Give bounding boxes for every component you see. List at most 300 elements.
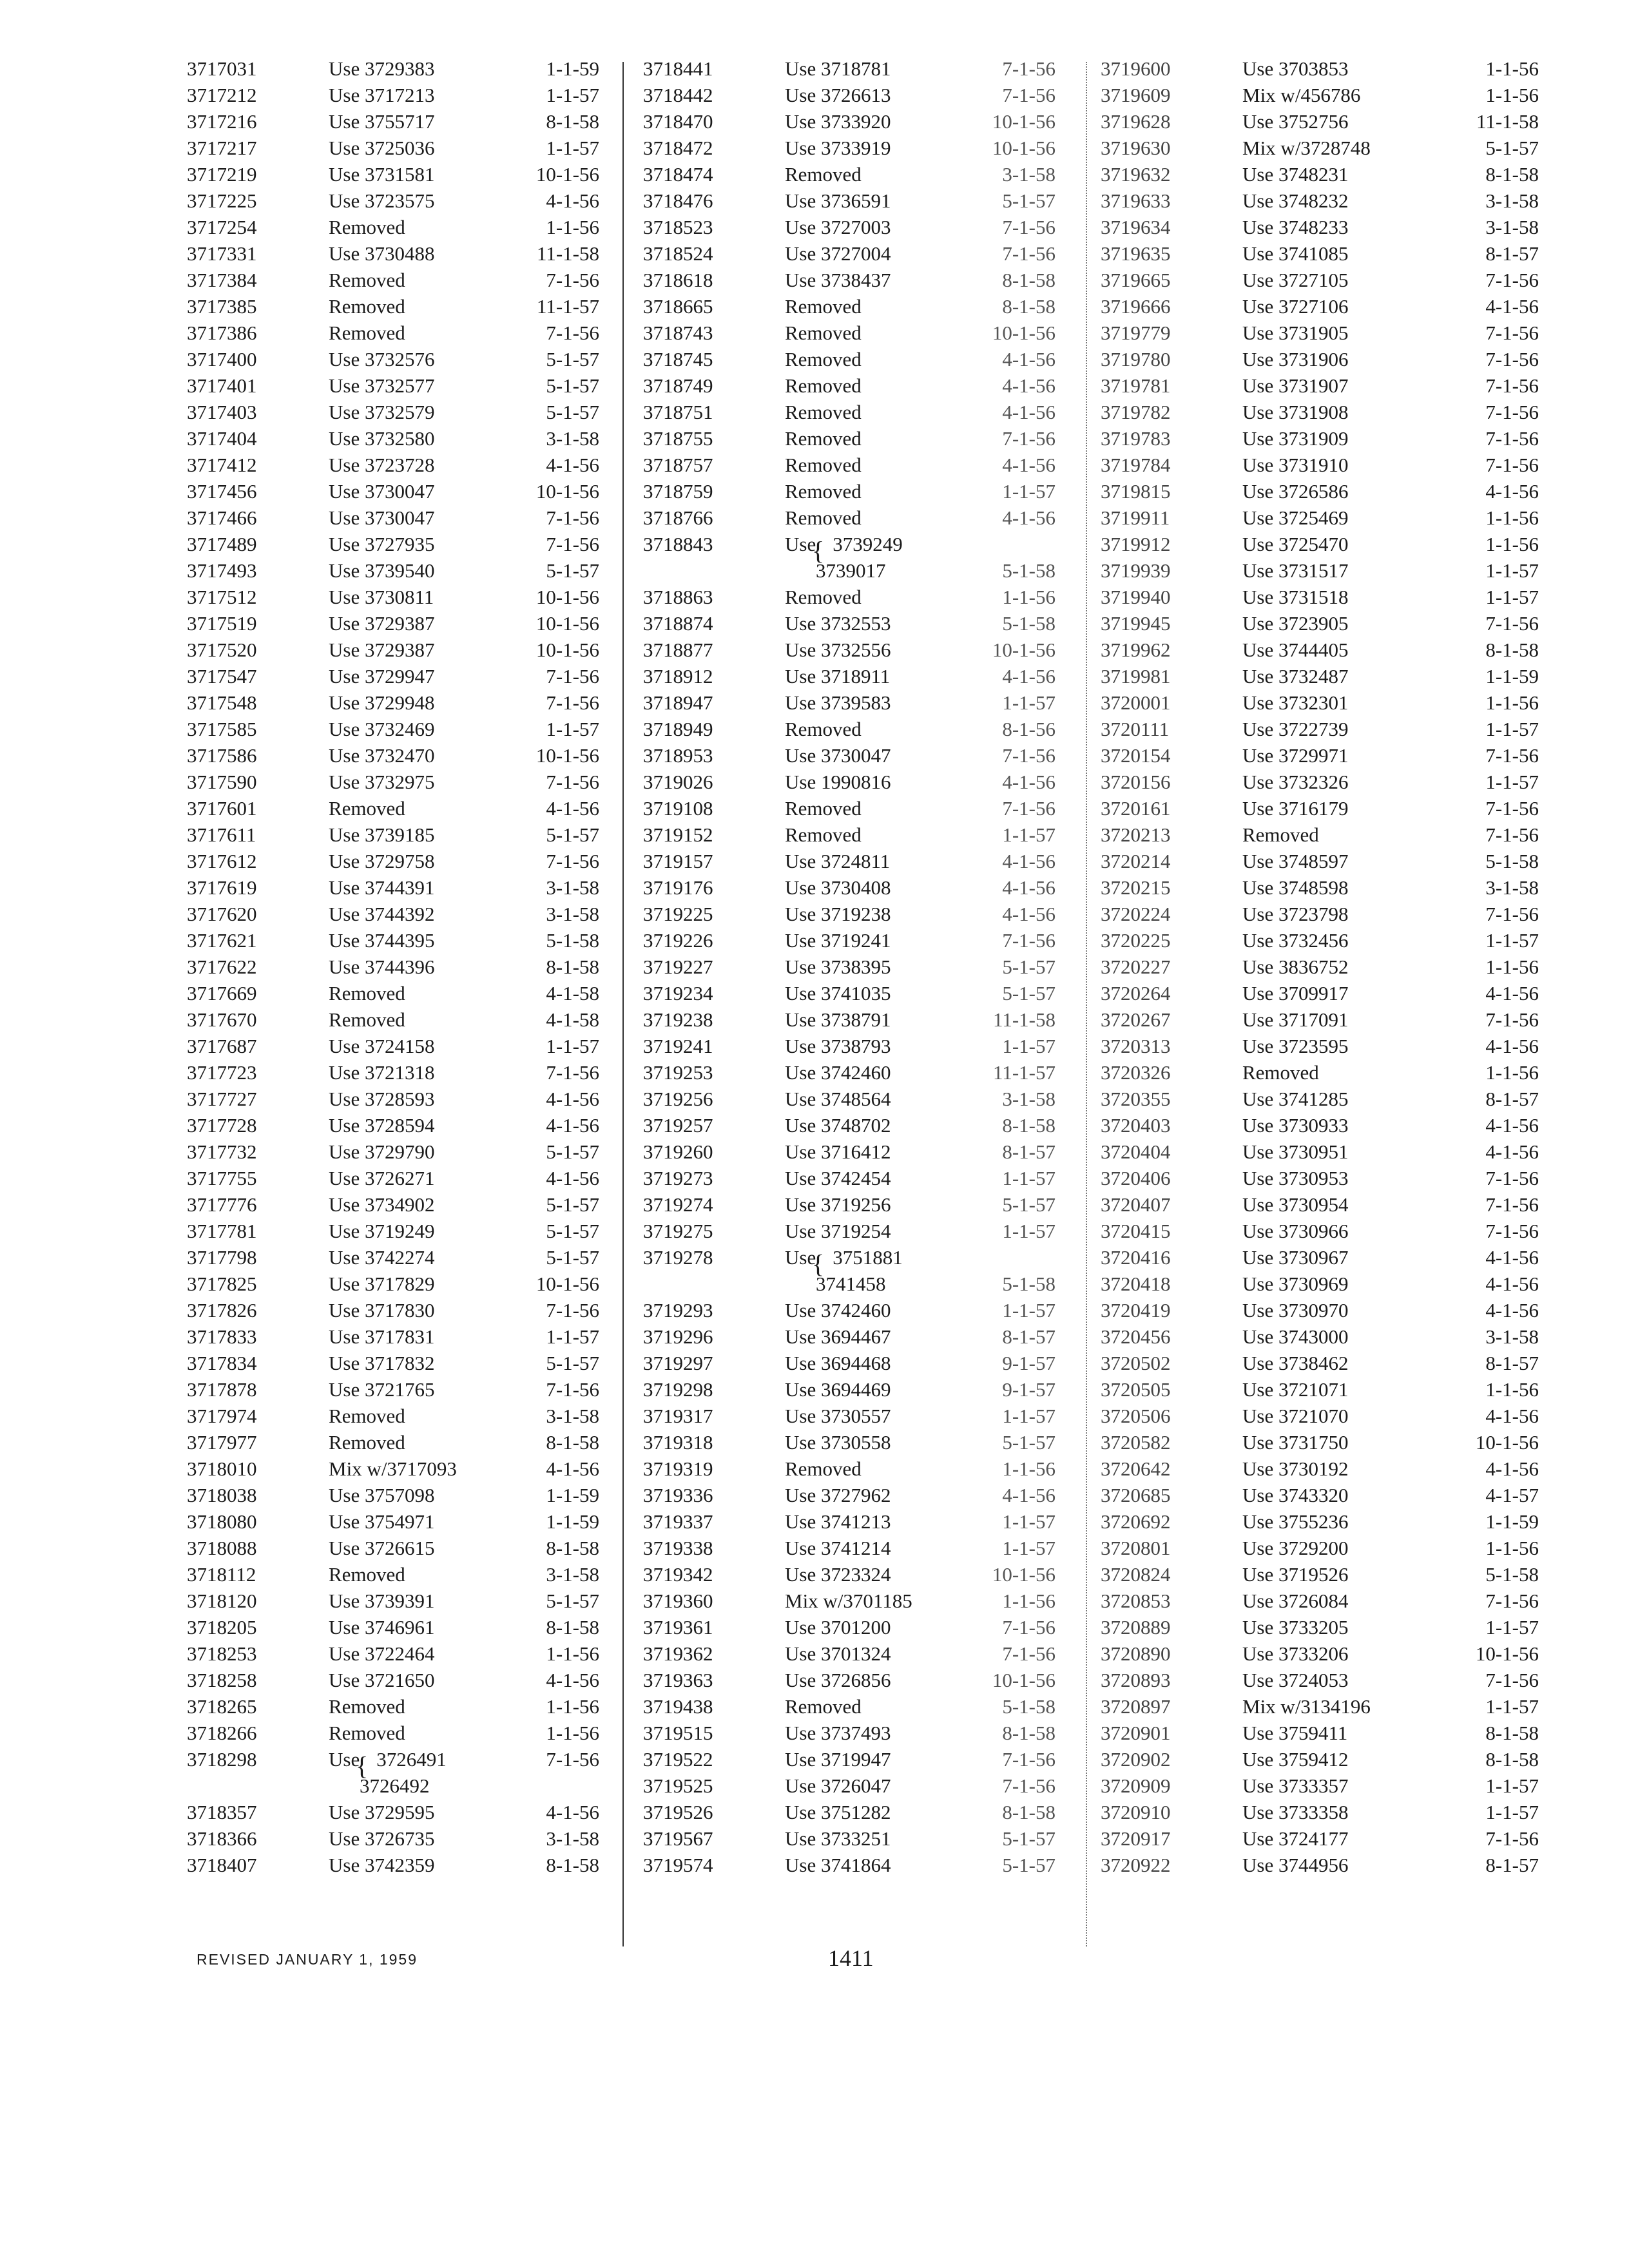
table-row <box>643 663 1055 689</box>
table-row <box>1101 663 1539 689</box>
effective-date: 1-1-57 <box>1002 691 1055 714</box>
effective-date: 7-1-56 <box>1002 1774 1055 1797</box>
effective-date: 5-1-57 <box>1002 982 1055 1004</box>
effective-date: 3-1-58 <box>1485 216 1539 238</box>
part-number: 3719260 <box>643 1140 713 1163</box>
replacement-action: Removed <box>785 322 862 344</box>
part-number: 3720267 <box>1101 1008 1171 1031</box>
replacement-action: Use 3741085 <box>1242 242 1349 265</box>
replacement-action: Use 3724177 <box>1242 1827 1349 1850</box>
effective-date: 1-1-56 <box>1002 586 1055 608</box>
part-number: 3719632 <box>1101 163 1171 186</box>
effective-date: 7-1-56 <box>1002 797 1055 820</box>
effective-date: 1-1-56 <box>1485 1537 1539 1559</box>
table-row <box>187 1297 599 1323</box>
replacement-action: Use 3741285 <box>1242 1088 1349 1110</box>
replacement-action: Use 3730969 <box>1242 1273 1349 1295</box>
effective-date: 1-1-57 <box>546 718 599 740</box>
effective-date: 4-1-56 <box>546 454 599 476</box>
replacement-action: Use 3748597 <box>1242 850 1349 872</box>
replacement-action: Use 3719526 <box>1242 1563 1349 1586</box>
effective-date: 7-1-56 <box>1485 1669 1539 1691</box>
table-row <box>643 320 1055 346</box>
effective-date: 1-1-59 <box>1485 665 1539 687</box>
effective-date: 1-1-56 <box>1485 691 1539 714</box>
effective-date: 7-1-56 <box>546 665 599 687</box>
table-row <box>1101 1323 1539 1350</box>
replacement-action: Use 3719249 <box>329 1220 435 1242</box>
replacement-action: Use 3739391 <box>329 1590 435 1612</box>
effective-date: 1-1-57 <box>1002 1035 1055 1057</box>
replacement-action: 3741458 <box>816 1273 886 1295</box>
table-row <box>1101 425 1539 452</box>
replacement-action: Removed <box>785 797 862 820</box>
effective-date: 11-1-58 <box>993 1008 1055 1031</box>
replacement-action: Use 3729971 <box>1242 744 1349 767</box>
table-row <box>1101 1086 1539 1112</box>
replacement-action: Use 3730558 <box>785 1431 891 1454</box>
replacement-action: Use 3719947 <box>785 1748 891 1771</box>
effective-date: 4-1-56 <box>1485 1405 1539 1427</box>
table-row <box>1101 1667 1539 1693</box>
effective-date: 1-1-57 <box>1002 1299 1055 1321</box>
replacement-action: Use 3732576 <box>329 348 435 370</box>
replacement-action: Removed <box>329 1431 405 1454</box>
effective-date: 1-1-59 <box>546 57 599 80</box>
replacement-action: Removed <box>785 374 862 397</box>
table-row <box>1101 927 1539 954</box>
effective-date: 7-1-56 <box>546 691 599 714</box>
replacement-action: Use 3703853 <box>1242 57 1349 80</box>
part-number: 3720853 <box>1101 1590 1171 1612</box>
part-number: 3719256 <box>643 1088 713 1110</box>
part-number: 3717400 <box>187 348 257 370</box>
part-number: 3719633 <box>1101 189 1171 212</box>
replacement-action: Use 3744392 <box>329 903 435 925</box>
table-row <box>1101 1640 1539 1667</box>
replacement-action: Use 3738791 <box>785 1008 891 1031</box>
effective-date: 1-1-57 <box>1485 559 1539 582</box>
table-row <box>643 346 1055 372</box>
part-number: 3717834 <box>187 1352 257 1374</box>
effective-date: 1-1-59 <box>546 1484 599 1506</box>
replacement-action: Use 3730966 <box>1242 1220 1349 1242</box>
part-number: 3719227 <box>643 956 713 978</box>
part-number: 3720215 <box>1101 876 1171 899</box>
part-number: 3719515 <box>643 1722 713 1744</box>
effective-date: 8-1-58 <box>1002 1801 1055 1823</box>
table-row <box>643 1165 1055 1191</box>
part-number: 3719318 <box>643 1431 713 1454</box>
part-number: 3717878 <box>187 1378 257 1401</box>
part-number: 3719176 <box>643 876 713 899</box>
effective-date: 1-1-56 <box>1485 84 1539 106</box>
table-row <box>643 1456 1055 1482</box>
part-number: 3718441 <box>643 57 713 80</box>
effective-date: 1-1-56 <box>1485 956 1539 978</box>
effective-date: 5-1-57 <box>546 1590 599 1612</box>
part-number: 3719779 <box>1101 322 1171 344</box>
part-number: 3720111 <box>1101 718 1170 740</box>
part-number: 3720910 <box>1101 1801 1171 1823</box>
part-number: 3719338 <box>643 1537 713 1559</box>
effective-date: 3-1-58 <box>546 427 599 450</box>
replacement-action: Removed <box>329 1008 405 1031</box>
table-row <box>187 1086 599 1112</box>
replacement-action: Use 3725469 <box>1242 506 1349 529</box>
part-number: 3717833 <box>187 1325 257 1348</box>
effective-date: 8-1-57 <box>1002 1325 1055 1348</box>
replacement-action: Use 3742274 <box>329 1246 435 1269</box>
replacement-action: Use 3717830 <box>329 1299 435 1321</box>
replacement-action: Use 3751881 <box>785 1246 903 1269</box>
effective-date: 7-1-56 <box>1002 84 1055 106</box>
replacement-action: Removed <box>329 982 405 1004</box>
part-number: 3720801 <box>1101 1537 1171 1559</box>
part-number: 3720225 <box>1101 929 1171 952</box>
table-row <box>1101 980 1539 1006</box>
table-row <box>643 1218 1055 1244</box>
replacement-action: Use 3733358 <box>1242 1801 1349 1823</box>
brace-mark: { <box>812 536 825 565</box>
table-row <box>1101 240 1539 267</box>
effective-date: 11-1-57 <box>537 295 599 318</box>
part-number: 3719962 <box>1101 639 1171 661</box>
effective-date: 5-1-58 <box>1002 1695 1055 1718</box>
replacement-action: Use 3731909 <box>1242 427 1349 450</box>
effective-date: 7-1-56 <box>1485 269 1539 291</box>
effective-date: 8-1-57 <box>1485 242 1539 265</box>
table-row <box>643 1588 1055 1614</box>
part-number: 3719574 <box>643 1854 713 1876</box>
table-row <box>187 742 599 769</box>
table-row <box>1101 505 1539 531</box>
replacement-action: Use 3741213 <box>785 1510 891 1533</box>
effective-date: 7-1-56 <box>1485 823 1539 846</box>
replacement-action: Use 3730408 <box>785 876 891 899</box>
table-row <box>187 1165 599 1191</box>
part-number: 3720502 <box>1101 1352 1171 1374</box>
part-number: 3718751 <box>643 401 713 423</box>
effective-date: 1-1-57 <box>1002 1510 1055 1533</box>
replacement-action: Use 3730970 <box>1242 1299 1349 1321</box>
part-number: 3719319 <box>643 1457 713 1480</box>
table-row <box>643 927 1055 954</box>
table-row <box>643 1139 1055 1165</box>
table-row <box>187 1799 599 1825</box>
part-number: 3720897 <box>1101 1695 1171 1718</box>
effective-date: 1-1-56 <box>546 1722 599 1744</box>
table-row <box>187 769 599 795</box>
replacement-action: Use 3732301 <box>1242 691 1349 714</box>
effective-date: 5-1-57 <box>546 1352 599 1374</box>
part-number: 3719108 <box>643 797 713 820</box>
effective-date: 5-1-57 <box>546 559 599 582</box>
replacement-action: Use 3721318 <box>329 1061 435 1084</box>
effective-date: 5-1-57 <box>546 823 599 846</box>
part-number: 3719784 <box>1101 454 1171 476</box>
part-number: 3717219 <box>187 163 257 186</box>
table-row <box>1101 1350 1539 1376</box>
table-row <box>1101 1693 1539 1720</box>
table-row <box>187 82 599 108</box>
table-row <box>643 795 1055 822</box>
effective-date: 7-1-56 <box>1485 427 1539 450</box>
effective-date: 7-1-56 <box>546 850 599 872</box>
table-row <box>187 610 599 637</box>
effective-date: 8-1-57 <box>1485 1854 1539 1876</box>
replacement-action: Use 3739540 <box>329 559 435 582</box>
part-number: 3717386 <box>187 322 257 344</box>
part-number: 3719600 <box>1101 57 1171 80</box>
table-row <box>1101 1271 1539 1297</box>
effective-date: 5-1-57 <box>1002 1854 1055 1876</box>
replacement-action: Use 3730047 <box>329 480 435 503</box>
replacement-action: Use 3751282 <box>785 1801 891 1823</box>
effective-date: 10-1-56 <box>992 137 1055 159</box>
part-number: 3719238 <box>643 1008 713 1031</box>
part-number: 3718953 <box>643 744 713 767</box>
part-number: 3720355 <box>1101 1088 1171 1110</box>
part-number: 3719815 <box>1101 480 1171 503</box>
effective-date: 4-1-56 <box>546 1088 599 1110</box>
table-row <box>643 425 1055 452</box>
effective-date: 4-1-56 <box>1002 771 1055 793</box>
table-row <box>643 1323 1055 1350</box>
parts-column-2 <box>643 55 1055 1878</box>
effective-date: 8-1-58 <box>546 110 599 133</box>
replacement-action: Use 3723905 <box>1242 612 1349 635</box>
table-row <box>643 1825 1055 1852</box>
replacement-action: Removed <box>329 216 405 238</box>
part-number: 3719342 <box>643 1563 713 1586</box>
replacement-action: Use 3748702 <box>785 1114 891 1137</box>
replacement-action: Removed <box>785 401 862 423</box>
effective-date: 1-1-57 <box>1002 1405 1055 1427</box>
replacement-action: Use 3719254 <box>785 1220 891 1242</box>
replacement-action: Use 3724811 <box>785 850 891 872</box>
part-number: 3718366 <box>187 1827 257 1850</box>
part-number: 3720506 <box>1101 1405 1171 1427</box>
table-row <box>643 1852 1055 1878</box>
replacement-action: Use 3717213 <box>329 84 435 106</box>
effective-date: 8-1-58 <box>546 956 599 978</box>
effective-date: 5-1-57 <box>546 1220 599 1242</box>
part-number: 3717826 <box>187 1299 257 1321</box>
part-number: 3718759 <box>643 480 713 503</box>
effective-date: 7-1-56 <box>1485 401 1539 423</box>
effective-date: 5-1-57 <box>546 374 599 397</box>
replacement-action: Use 3731518 <box>1242 586 1349 608</box>
table-row <box>187 1482 599 1508</box>
part-number: 3717755 <box>187 1167 257 1189</box>
replacement-action: Use 3744405 <box>1242 639 1349 661</box>
part-number: 3720415 <box>1101 1220 1171 1242</box>
part-number: 3718472 <box>643 137 713 159</box>
effective-date: 8-1-58 <box>546 1431 599 1454</box>
part-number: 3718949 <box>643 718 713 740</box>
replacement-action: Removed <box>785 427 862 450</box>
table-row <box>187 478 599 505</box>
table-row <box>643 1561 1055 1588</box>
effective-date: 1-1-57 <box>1002 1537 1055 1559</box>
table-row <box>187 1588 599 1614</box>
replacement-action: Removed <box>785 163 862 186</box>
replacement-action: Use 3730967 <box>1242 1246 1349 1269</box>
effective-date: 3-1-58 <box>546 1563 599 1586</box>
table-row <box>187 1191 599 1218</box>
effective-date: 7-1-56 <box>1485 797 1539 820</box>
effective-date: 3-1-58 <box>546 1405 599 1427</box>
part-number: 3720403 <box>1101 1114 1171 1137</box>
table-row <box>1101 1825 1539 1852</box>
part-number: 3720890 <box>1101 1642 1171 1665</box>
replacement-action: Use 3736591 <box>785 189 891 212</box>
replacement-action: Use 3719241 <box>785 929 891 952</box>
part-number: 3719253 <box>643 1061 713 1084</box>
part-number: 3719635 <box>1101 242 1171 265</box>
table-row <box>187 848 599 874</box>
table-row <box>1101 161 1539 187</box>
part-number: 3718665 <box>643 295 713 318</box>
effective-date: 4-1-56 <box>1485 1140 1539 1163</box>
replacement-action: Removed <box>329 1563 405 1586</box>
replacement-action: Use 3741035 <box>785 982 891 1004</box>
part-number: 3717723 <box>187 1061 257 1084</box>
part-number: 3717622 <box>187 956 257 978</box>
effective-date: 8-1-58 <box>1485 639 1539 661</box>
table-row <box>643 1033 1055 1059</box>
part-number: 3718523 <box>643 216 713 238</box>
table-row <box>187 452 599 478</box>
effective-date: 7-1-56 <box>1002 744 1055 767</box>
table-row <box>643 135 1055 161</box>
table-row <box>187 399 599 425</box>
part-number: 3718470 <box>643 110 713 133</box>
effective-date: 4-1-58 <box>546 1008 599 1031</box>
part-number: 3717728 <box>187 1114 257 1137</box>
replacement-action: Use 3732553 <box>785 612 891 635</box>
table-row <box>1101 1482 1539 1508</box>
effective-date: 7-1-56 <box>546 1378 599 1401</box>
part-number: 3717254 <box>187 216 257 238</box>
part-number: 3719225 <box>643 903 713 925</box>
part-number: 3718524 <box>643 242 713 265</box>
table-row <box>187 214 599 240</box>
part-number: 3720893 <box>1101 1669 1171 1691</box>
table-row <box>1101 1508 1539 1535</box>
part-number: 3718258 <box>187 1669 257 1691</box>
table-row <box>643 1640 1055 1667</box>
effective-date: 10-1-56 <box>992 1669 1055 1691</box>
part-number: 3717466 <box>187 506 257 529</box>
part-number: 3717548 <box>187 691 257 714</box>
table-row <box>187 320 599 346</box>
part-number: 3719782 <box>1101 401 1171 423</box>
replacement-action: Use 3723798 <box>1242 903 1349 925</box>
part-number: 3717620 <box>187 903 257 925</box>
effective-date: 4-1-56 <box>1485 1035 1539 1057</box>
table-row <box>643 557 1055 584</box>
table-row <box>187 1112 599 1139</box>
part-number: 3718743 <box>643 322 713 344</box>
effective-date: 11-1-57 <box>993 1061 1055 1084</box>
effective-date: 7-1-56 <box>1485 903 1539 925</box>
replacement-action: Use 3729383 <box>329 57 435 80</box>
effective-date: 1-1-56 <box>1485 1378 1539 1401</box>
replacement-action: Use 3742460 <box>785 1061 891 1084</box>
replacement-action: Use 3733206 <box>1242 1642 1349 1665</box>
effective-date: 1-1-56 <box>1002 1457 1055 1480</box>
part-number: 3717585 <box>187 718 257 740</box>
table-row <box>643 980 1055 1006</box>
replacement-action: Use 3733919 <box>785 137 891 159</box>
part-number: 3718843 <box>643 533 713 555</box>
effective-date: 7-1-56 <box>546 1061 599 1084</box>
replacement-action: Removed <box>329 797 405 820</box>
column-divider <box>622 62 624 1946</box>
part-number: 3720416 <box>1101 1246 1171 1269</box>
effective-date: 10-1-56 <box>992 322 1055 344</box>
table-row <box>643 505 1055 531</box>
table-row <box>1101 1139 1539 1165</box>
table-row <box>1101 399 1539 425</box>
table-row <box>643 637 1055 663</box>
table-row <box>643 822 1055 848</box>
part-number: 3719634 <box>1101 216 1171 238</box>
effective-date: 8-1-57 <box>1485 1352 1539 1374</box>
part-number: 3720901 <box>1101 1722 1171 1744</box>
part-number: 3719628 <box>1101 110 1171 133</box>
effective-date: 5-1-57 <box>1002 1827 1055 1850</box>
part-number: 3719152 <box>643 823 713 846</box>
effective-date: 3-1-58 <box>1485 876 1539 899</box>
part-number: 3719273 <box>643 1167 713 1189</box>
table-row <box>187 1508 599 1535</box>
replacement-action: Removed <box>1242 1061 1319 1084</box>
effective-date: 1-1-57 <box>1002 480 1055 503</box>
replacement-action: Mix w/3701185 <box>785 1590 912 1612</box>
table-row <box>643 1799 1055 1825</box>
part-number: 3720685 <box>1101 1484 1171 1506</box>
table-row <box>1101 135 1539 161</box>
effective-date: 7-1-56 <box>1002 216 1055 238</box>
effective-date: 7-1-56 <box>1485 612 1539 635</box>
replacement-action: Use 3722464 <box>329 1642 435 1665</box>
part-number: 3720264 <box>1101 982 1171 1004</box>
replacement-action: Use 3730811 <box>329 586 434 608</box>
table-row <box>1101 346 1539 372</box>
effective-date: 7-1-56 <box>1485 1193 1539 1216</box>
part-number: 3718766 <box>643 506 713 529</box>
replacement-action: Use 3727003 <box>785 216 891 238</box>
replacement-action: Use 3744395 <box>329 929 435 952</box>
table-row <box>187 505 599 531</box>
replacement-action: Use 3716412 <box>785 1140 891 1163</box>
replacement-action: Use 3729387 <box>329 612 435 635</box>
part-number: 3718618 <box>643 269 713 291</box>
effective-date: 1-1-57 <box>1002 1167 1055 1189</box>
effective-date: 9-1-57 <box>1002 1378 1055 1401</box>
part-number: 3717456 <box>187 480 257 503</box>
table-row <box>1101 716 1539 742</box>
effective-date: 1-1-59 <box>1485 1510 1539 1533</box>
effective-date: 4-1-56 <box>1002 876 1055 899</box>
table-row <box>187 1429 599 1456</box>
part-number: 3718442 <box>643 84 713 106</box>
part-number: 3720917 <box>1101 1827 1171 1850</box>
effective-date: 10-1-56 <box>1475 1431 1539 1454</box>
